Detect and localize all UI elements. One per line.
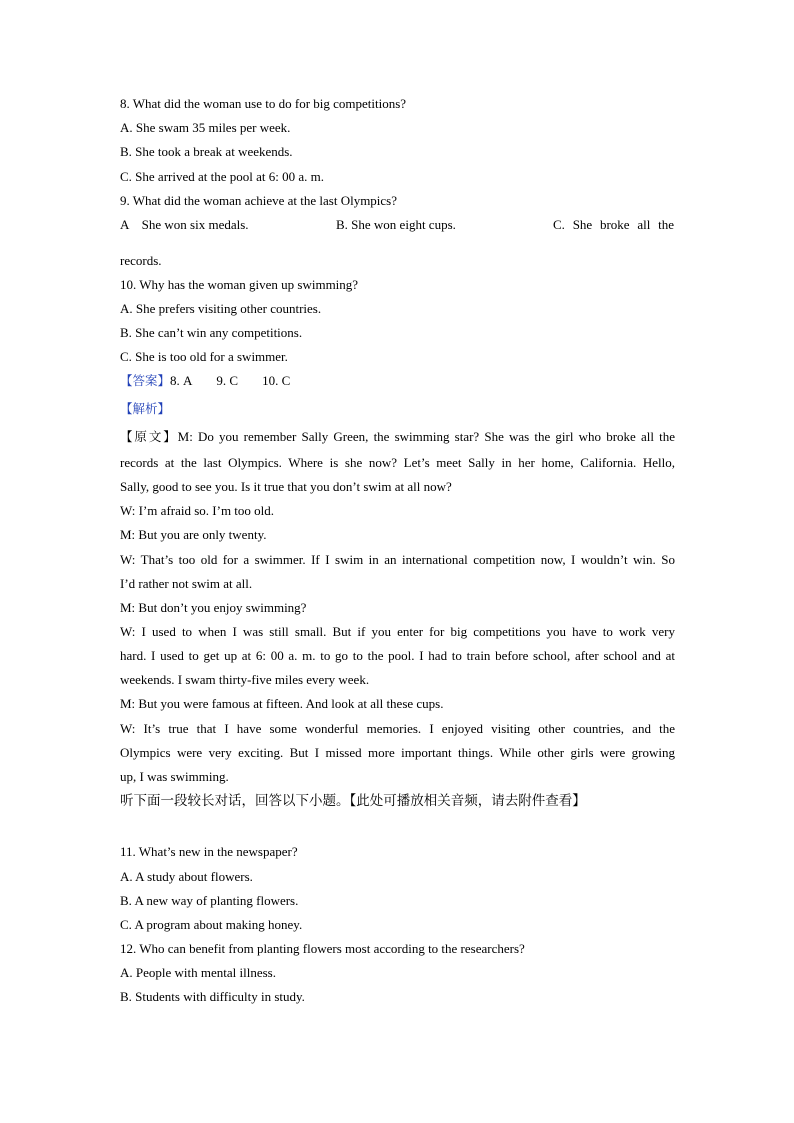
transcript-label: 【原文】 [120, 429, 178, 444]
q9-option-b: B. She won eight cups. [336, 217, 456, 232]
transcript-line: W: It’s true that I have some wonderful memories. I enjoyed visiting other countries, and the [120, 721, 675, 736]
q10-option-c: C. She is too old for a swimmer. [120, 349, 288, 364]
transcript-line: M: But you are only twenty. [120, 527, 267, 542]
q12-option-b: B. Students with difficulty in study. [120, 989, 305, 1004]
q9-option-c-continued: records. [120, 253, 162, 268]
answer-label: 【答案】 [120, 373, 171, 388]
q11-option-c: C. A program about making honey. [120, 917, 303, 932]
q9-option-c: C. She broke all the [553, 217, 674, 232]
transcript-line: W: I used to when I was still small. But if you enter for big competitions you have to work very [120, 624, 675, 639]
transcript-line: hard. I used to get up at 6: 00 a. m. to go to the pool. I had to train before school, after school and at [120, 648, 675, 663]
q10-option-a: A. She prefers visiting other countries. [120, 301, 322, 316]
q12-question: 12. Who can benefit from planting flowers most according to the researchers? [120, 941, 525, 956]
transcript-line: Olympics were very exciting. But I missed more important things. While other girls were growing [120, 745, 675, 760]
transcript-line-text: M: Do you remember Sally Green, the swimming star? She was the girl who broke all the [177, 429, 675, 444]
q11-question: 11. What’s new in the newspaper? [120, 844, 298, 859]
q11-option-b: B. A new way of planting flowers. [120, 893, 299, 908]
transcript-line: records at the last Olympics. Where is she now? Let’s meet Sally in her home, California. Hello, [120, 455, 675, 470]
transcript-line: W: I’m afraid so. I’m too old. [120, 503, 275, 518]
q8-option-c: C. She arrived at the pool at 6: 00 a. m. [120, 169, 324, 184]
transcript-line: up, I was swimming. [120, 769, 229, 784]
analysis-label: 【解析】 [120, 401, 171, 416]
transcript-line: M: But you were famous at fifteen. And look at all these cups. [120, 696, 444, 711]
answer-10: 10. C [262, 373, 291, 388]
answer-8: 8. A [170, 373, 193, 388]
transcript-line: M: But don’t you enjoy swimming? [120, 600, 307, 615]
section-instruction: 听下面一段较长对话，回答以下小题。【此处可播放相关音频，请去附件查看】 [120, 793, 586, 809]
transcript-line [120, 429, 675, 445]
q8-option-a: A. She swam 35 miles per week. [120, 120, 291, 135]
transcript-line: W: That’s too old for a swimmer. If I swim in an international competition now, I wouldn’t win. So [120, 552, 675, 567]
q10-option-b: B. She can’t win any competitions. [120, 325, 303, 340]
q10-question: 10. Why has the woman given up swimming? [120, 277, 359, 292]
q9-option-a: A She won six medals. [120, 217, 249, 232]
transcript-line: weekends. I swam thirty-five miles every week. [120, 672, 370, 687]
transcript-line: Sally, good to see you. Is it true that you don’t swim at all now? [120, 479, 452, 494]
q12-option-a: A. People with mental illness. [120, 965, 276, 980]
q11-option-a: A. A study about flowers. [120, 869, 253, 884]
q8-question: 8. What did the woman use to do for big competitions? [120, 96, 407, 111]
q8-option-b: B. She took a break at weekends. [120, 144, 293, 159]
answer-line [120, 373, 290, 389]
transcript-line: I’d rather not swim at all. [120, 576, 253, 591]
answer-9: 9. C [216, 373, 239, 388]
q9-question: 9. What did the woman achieve at the last Olympics? [120, 193, 398, 208]
